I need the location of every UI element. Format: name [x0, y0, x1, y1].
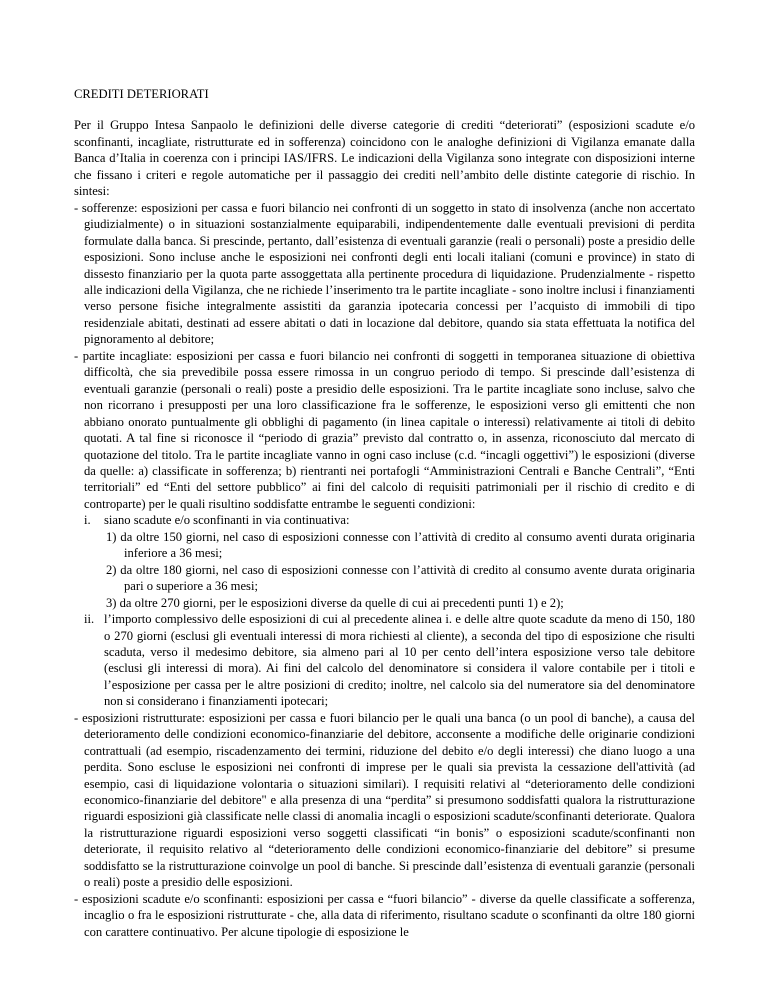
conditions-list [84, 512, 695, 709]
condition-ii-number: ii. [84, 612, 95, 627]
intro-paragraph: Per il Gruppo Intesa Sanpaolo le definizioni delle diverse categorie di crediti “deteriorati” (esposizioni scadute e/o sconfinanti, incagliate, ristrutturate ed in sofferenza) coincidono con le analoghe definizioni di Vigilanza emanate dalla Banca d’Italia in coerenza con i principi IAS/IFRS. Le indicazioni della Vigilanza sono integrate con disposizioni interne che fissano i criteri e regole automatiche per il passaggio dei crediti nell’ambito delle distinte categorie di rischio. In sintesi: [74, 118, 695, 199]
bullet-esposizioni-scadute: - esposizioni scadute e/o sconfinanti: esposizioni per cassa e “fuori bilancio” - diverse da quelle classificate a sofferenza, incaglio o fra le esposizioni ristrutturate - che, alla data di riferimento, risultano scadute o sconfinanti da oltre 180 giorni con carattere continuativo. Per alcune tipologie di esposizione le [74, 891, 695, 939]
condition-i-number: i. [84, 513, 91, 528]
document-title: CREDITI DETERIORATI [74, 87, 209, 101]
condition-i-item-1: 1) da oltre 150 giorni, nel caso di esposizioni connesse con l’attività di credito al consumo aventi durata originaria inferiore a 36 mesi; [106, 529, 695, 561]
condition-ii-text: l’importo complessivo delle esposizioni di cui al precedente alinea i. e delle altre quote scadute da meno di 150, 180 o 270 giorni (esclusi gli eventuali interessi di mora richiesti al cliente), a seconda del tipo di esposizione che risulti scaduta, verso il medesimo debitore, sia almeno pari al 10 per cento dell’intera esposizione verso tale debitore (esclusi gli interessi di mora). Ai fini del calcolo del denominatore si considera il valore contabile per i titoli e l’esposizione per cassa per le altre posizioni di credito; inoltre, nel calcolo sia del numeratore sia del denominatore non si considerano i finanziamenti ipotecari; [104, 612, 695, 709]
bullet-partite-incagliate: - partite incagliate: esposizioni per cassa e fuori bilancio nei confronti di soggetti in temporanea situazione di obiettiva difficoltà, che sia prevedibile possa essere rimossa in un congruo periodo di tempo. Si prescinde dall’esistenza di eventuali garanzie (personali o reali) poste a presidio delle esposizioni. Tra le partite incagliate sono incluse, salvo che non ricorrano i presupposti per una loro classificazione fra le sofferenze, le esposizioni verso gli emittenti che non abbiano onorato puntualmente gli obblighi di pagamento (in linea capitale o interessi) relativamente ai titoli di debito quotati. A tal fine si riconosce il “periodo di grazia” previsto dal contratto o, in assenza, riconosciuto dal mercato di quotazione del titolo. Tra le partite incagliate vanno in ogni caso incluse (c.d. “incagli oggettivi”) le esposizioni (diverse da quelle: a) classificate in sofferenza; b) rientranti nei portafogli “Amministrazioni Centrali e Banche Centrali”, “Enti territoriali” ed “Enti del settore pubblico” ai fini del calcolo di requisiti patrimoniali per il rischio di credito e di controparte) per le quali risultino soddisfatte entrambe le seguenti condizioni: [74, 348, 695, 511]
condition-ii [84, 611, 695, 710]
condition-i-item-3: 3) da oltre 270 giorni, per le esposizioni diverse da quelle di cui ai precedenti punti 1) e 2); [106, 595, 564, 610]
condition-i [84, 512, 695, 528]
document-page [74, 86, 695, 940]
bullet-esposizioni-ristrutturate: - esposizioni ristrutturate: esposizioni per cassa e fuori bilancio per le quali una banca (o un pool di banche), a causa del deterioramento delle condizioni economico-finanziarie del debitore, acconsente a modifiche delle originarie condizioni contrattuali (ad esempio, riscadenzamento dei termini, riduzione del debito e/o degli interessi) che diano luogo a una perdita. Sono escluse le esposizioni nei confronti di imprese per le quali sia prevista la cessazione dell'attività (ad esempio, casi di liquidazione volontaria o situazioni similari). I requisiti relativi al “deterioramento delle condizioni economico-finanziarie del debitore" e alla presenza di una “perdita” si presumono soddisfatti qualora la ristrutturazione riguardi esposizioni già classificate nelle classi di anomalia incagli o esposizioni scadute/sconfinanti deteriorate. Qualora la ristrutturazione riguardi esposizioni verso soggetti classificati “in bonis” o esposizioni scadute/sconfinanti non deteriorate, il requisito relativo al “deterioramento delle condizioni economico-finanziarie del debitore” si presume soddisfatto se la ristrutturazione coinvolge un pool di banche. Si prescinde dall’esistenza di eventuali garanzie (personali o reali) poste a presidio delle esposizioni. [74, 710, 695, 890]
condition-i-item-2: 2) da oltre 180 giorni, nel caso di esposizioni connesse con l’attività di credito al consumo avente durata originaria pari o superiore a 36 mesi; [106, 562, 695, 594]
bullet-sofferenze: - sofferenze: esposizioni per cassa e fuori bilancio nei confronti di un soggetto in stato di insolvenza (anche non accertato giudizialmente) o in situazioni sostanzialmente equiparabili, indipendentemente dalle eventuali previsioni di perdita formulate dalla banca. Si prescinde, pertanto, dall’esistenza di eventuali garanzie (reali o personali) poste a presidio delle esposizioni. Sono incluse anche le esposizioni nei confronti degli enti locali italiani (comuni e province) in stato di dissesto finanziario per la quota parte assoggettata alla pertinente procedura di liquidazione. Prudenzialmente - rispetto alle indicazioni della Vigilanza, che ne richiede l’inserimento tra le partite incagliate - sono inoltre inclusi i finanziamenti verso persone fisiche integralmente assistiti da garanzia ipotecaria concessi per l’acquisto di immobili di tipo residenziale abitati, destinati ad essere abitati o dati in locazione dal debitore, quando sia stata effettuata la notifica del pignoramento al debitore; [74, 200, 695, 347]
condition-i-text: siano scadute e/o sconfinanti in via continuativa: [104, 513, 350, 528]
